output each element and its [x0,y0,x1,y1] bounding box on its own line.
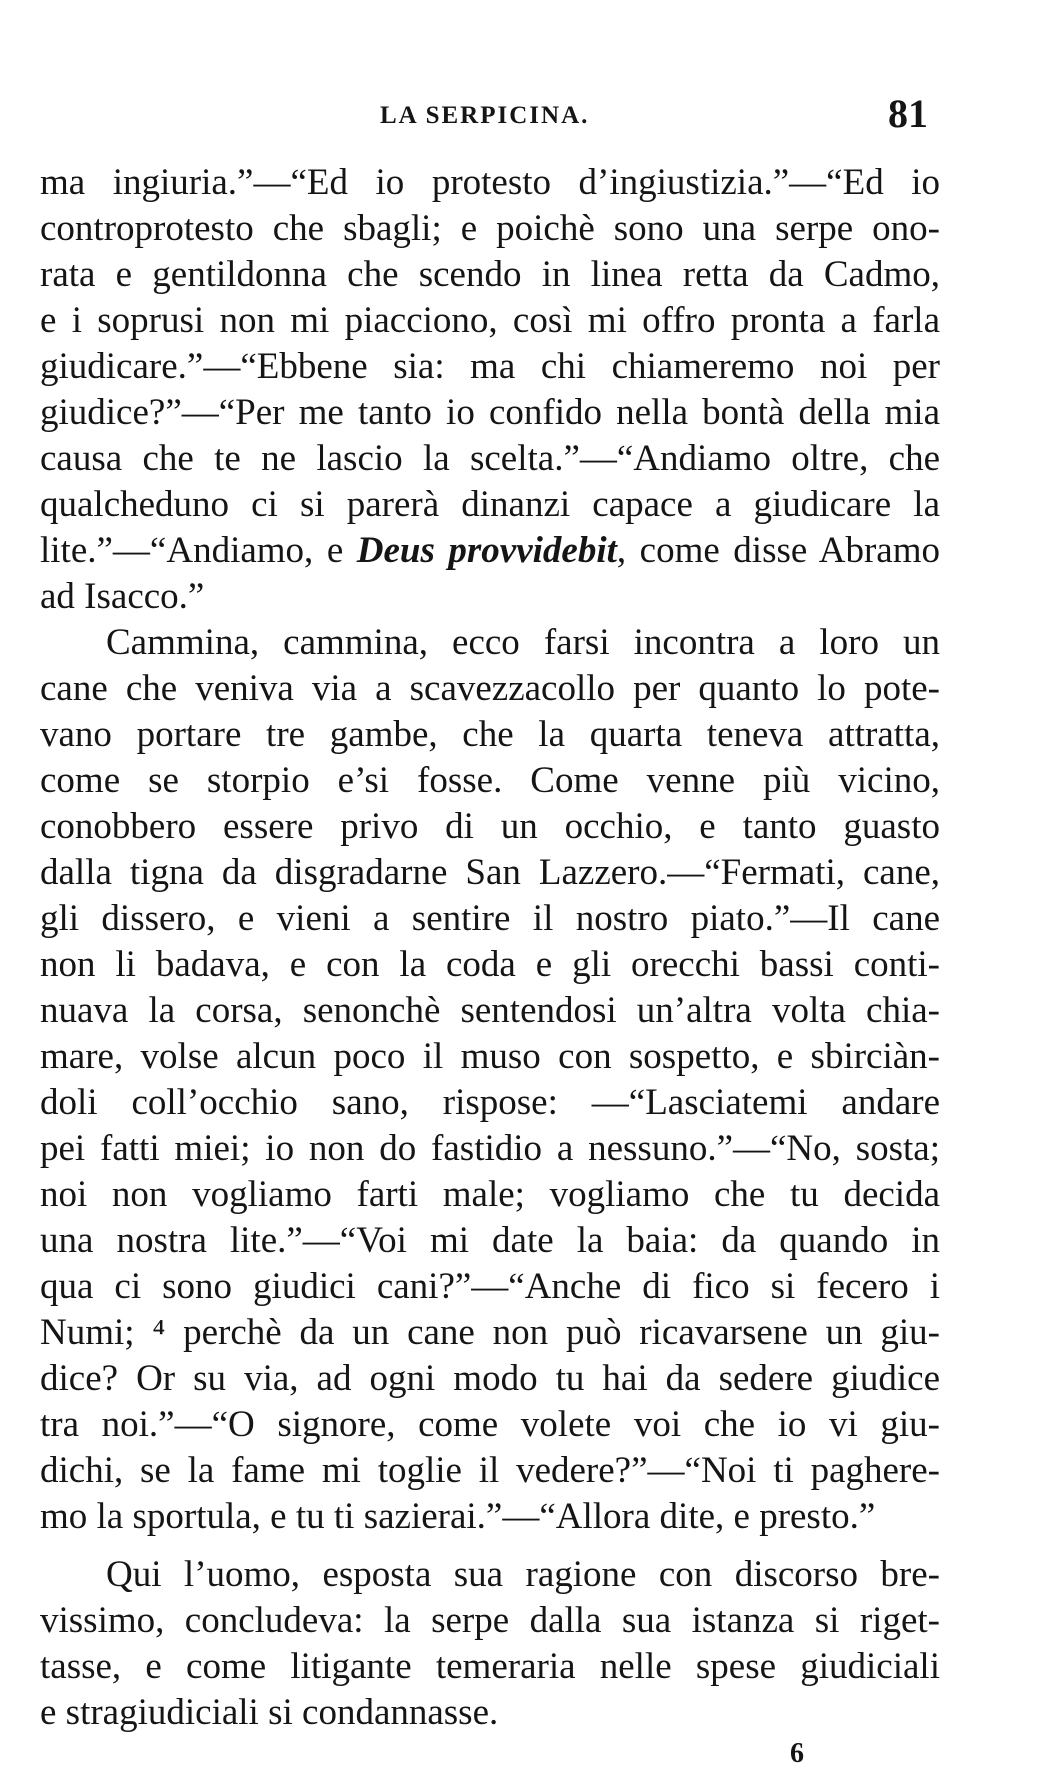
text-line: e i soprusi non mi piacciono, così mi offro pronta a farla [40,300,940,341]
text-line: doli coll’occhio sano, rispose: —“Lasciatemi andare [40,1082,940,1123]
paragraph [40,1552,940,1736]
running-head [40,91,940,146]
body-text [40,160,940,1736]
text-line: tasse, e come litigante temeraria nelle spese giudiciali [40,1646,940,1687]
text-line: gli dissero, e vieni a sentire il nostro piato.”—Il cane [40,898,940,939]
text-line: dichi, se la fame mi toglie il vedere?”—“Noi ti paghere- [40,1450,940,1491]
text-line: rata e gentildonna che scendo in linea retta da Cadmo, [40,254,940,295]
text-line: qualcheduno ci si parerà dinanzi capace a giudicare la [40,484,940,525]
text-line: giudicare.”—“Ebbene sia: ma chi chiameremo noi per [40,346,940,387]
text-line: giudice?”—“Per me tanto io confido nella bontà della mia [40,392,940,433]
text-line: ad Isacco.” [40,576,205,617]
text-line: una nostra lite.”—“Voi mi date la baia: da quando in [40,1220,940,1261]
signature-mark: 6 [790,1738,804,1769]
text-line: conobbero essere privo di un occhio, e tanto guasto [40,806,940,847]
text-line: noi non vogliamo farti male; vogliamo che tu decida [40,1174,940,1215]
text-line: tra noi.”—“O signore, come volete voi che io vi giu- [40,1404,940,1445]
text-line: non li badava, e con la coda e gli orecchi bassi conti- [40,944,940,985]
text-line: ma ingiuria.”—“Ed io protesto d’ingiustizia.”—“Ed io [40,162,940,203]
running-title: LA SERPICINA. [380,102,590,129]
text-line: Numi; ⁴ perchè da un cane non può ricavarsene un giu- [40,1312,940,1353]
text-line: nuava la corsa, senonchè sentendosi un’altra volta chia- [40,990,940,1031]
text-line: mo la sportula, e tu ti sazierai.”—“Allora dite, e presto.” [40,1496,876,1537]
text-line: cane che veniva via a scavezzacollo per quanto lo pote- [40,668,940,709]
text-line: e stragiudiciali si condannasse. [40,1692,499,1733]
paragraph [40,620,940,1540]
paragraph [40,160,940,620]
text-line: causa che te ne lascio la scelta.”—“Andiamo oltre, che [40,438,940,479]
text-line: qua ci sono giudici cani?”—“Anche di fico si fecero i [40,1266,940,1307]
page-number: 81 [888,91,928,136]
text-line: mare, volse alcun poco il muso con sospetto, e sbirciàn- [40,1036,940,1077]
text-line: come se storpio e’si fosse. Come venne più vicino, [40,760,940,801]
text-line: lite.”—“Andiamo, e Deus provvidebit, come disse Abramo [40,530,941,571]
text-line: Qui l’uomo, esposta sua ragione con discorso bre- [106,1554,940,1595]
text-line: vissimo, concludeva: la serpe dalla sua istanza si riget- [40,1600,940,1641]
text-line: controprotesto che sbagli; e poichè sono una serpe ono- [40,208,940,249]
text-line: Cammina, cammina, ecco farsi incontra a loro un [106,622,940,663]
text-line: dalla tigna da disgradarne San Lazzero.—“Fermati, cane, [40,852,940,893]
latin-phrase: Deus provvidebit [356,530,617,571]
paragraph-gap [40,1540,940,1552]
text-line: vano portare tre gambe, che la quarta teneva attratta, [40,714,940,755]
text-line: pei fatti miei; io non do fastidio a nessuno.”—“No, sosta; [40,1128,940,1169]
text-line: dice? Or su via, ad ogni modo tu hai da sedere giudice [40,1358,940,1399]
